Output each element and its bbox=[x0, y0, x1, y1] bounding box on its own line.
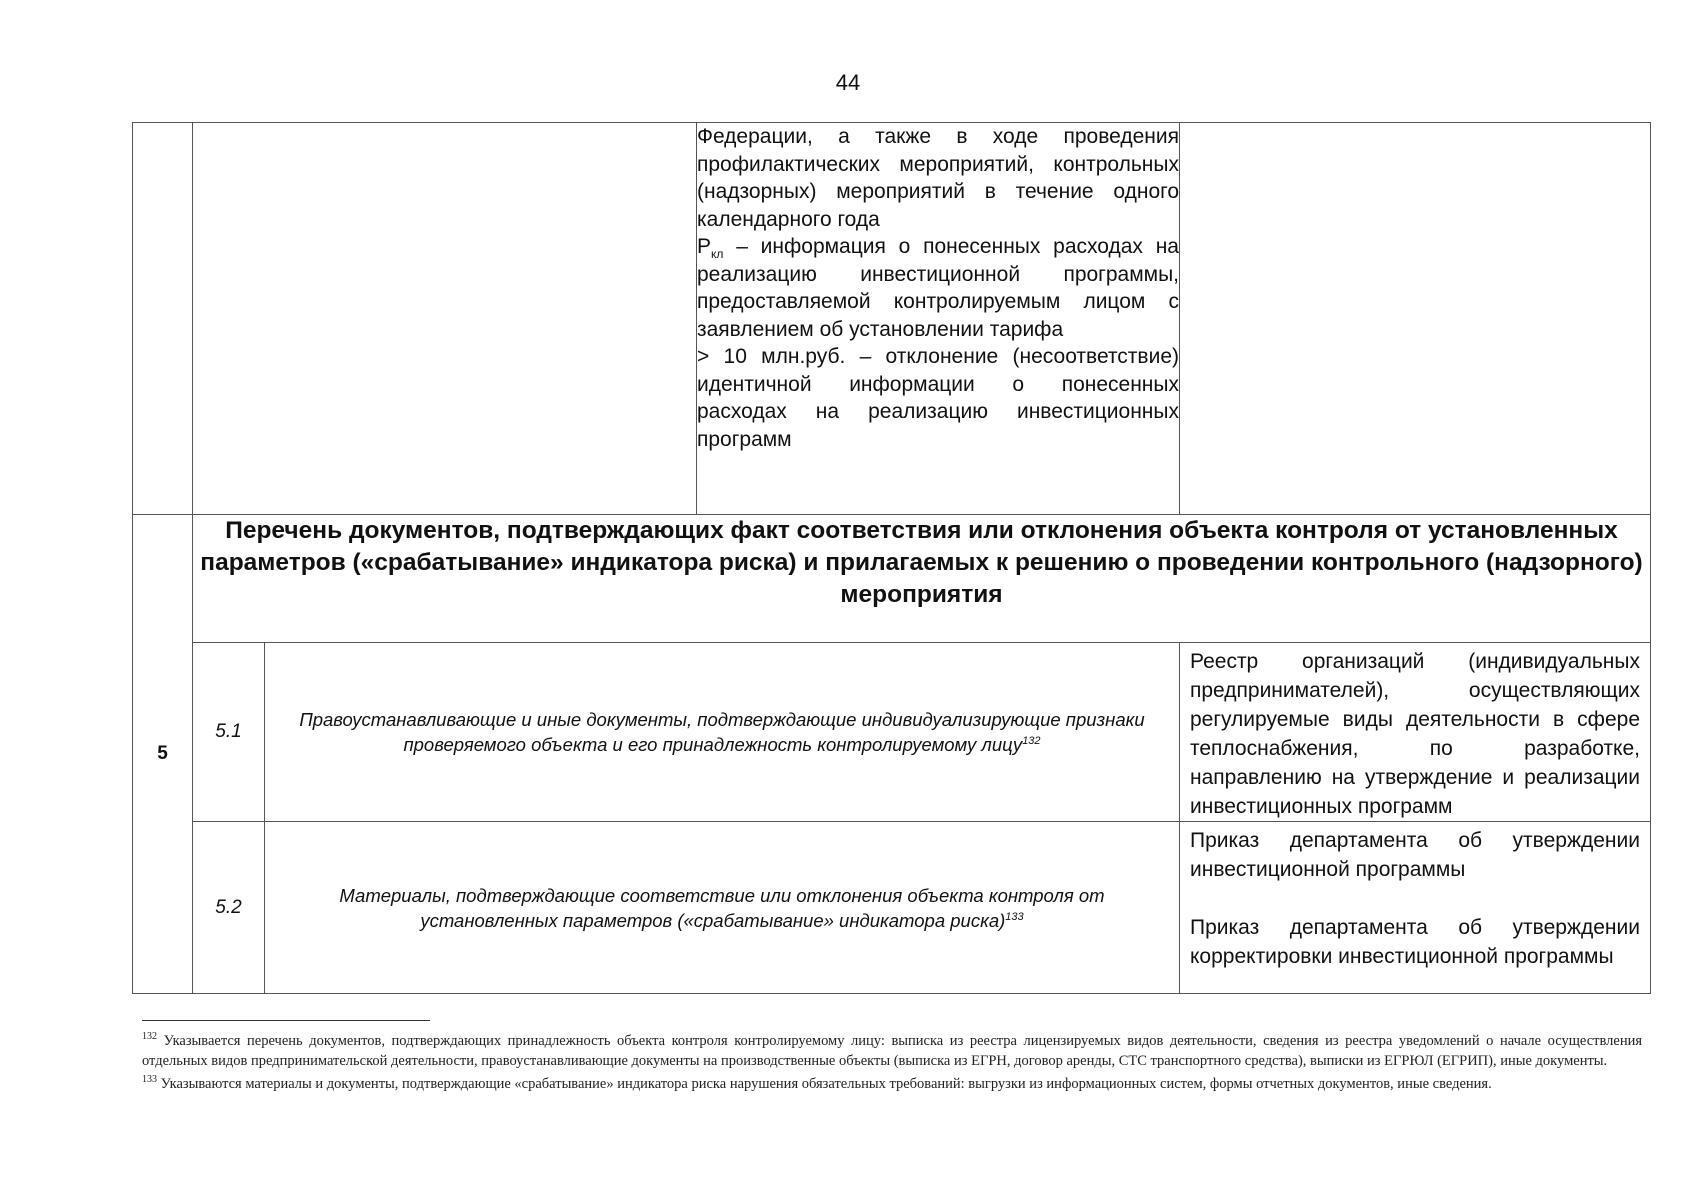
footnote-separator bbox=[142, 1020, 430, 1021]
footnote-132: $^{132}$ Указывается перечень документов, подтверждающих принадлежность объекта контроля контролируемому лицу: выписка из реестра лицензируемых видов деятельности, сведения из реестра уведомлений о начале осуществления отдельных видов предпринимательской деятельности, правоустанавливающие документы на производственные объекты (выписка из ЕГРН, договор аренды, СТС транспортного средства), выписки из ЕГРЮЛ (ЕГРИП), иные документы. bbox=[142, 1031, 1643, 1069]
row-description: Материалы, подтверждающие соответствие или отклонения объекта контроля от установленных параметров («срабатывание» индикатора риска)$^{133}$ bbox=[265, 822, 1180, 994]
cell-empty-source bbox=[1180, 123, 1651, 515]
footnote-133: $^{133}$ Указываются материалы и документы, подтверждающие «срабатывание» индикатора риска нарушения обязательных требований: выгрузки из информационных систем, формы отчетных документов, иные сведения. bbox=[142, 1074, 1492, 1092]
row-number: 5.1 bbox=[193, 643, 265, 822]
table-row-5-1 bbox=[133, 643, 1651, 822]
source-line: Приказ департамента об утверждении корректировки инвестиционной программы bbox=[1190, 916, 1640, 968]
symbol-p-kl: $Р_{кл}$ bbox=[697, 235, 724, 262]
risk-indicator-table bbox=[132, 122, 1651, 994]
page-number: 44 bbox=[835, 70, 861, 95]
row-source bbox=[1180, 643, 1651, 822]
continuation-line-3: > 10 млн.руб. – отклонение (несоответствие) идентичной информации о понесенных расходах на реализацию инвестиционных программ bbox=[697, 345, 1179, 451]
source-line: Приказ департамента об утверждении инвестиционной программы bbox=[1190, 829, 1640, 881]
table-row-5-2 bbox=[133, 822, 1651, 994]
cell-empty-title bbox=[193, 123, 697, 515]
table-row-section-heading bbox=[133, 515, 1651, 643]
footnote-ref-133[interactable]: 133 bbox=[1005, 910, 1024, 923]
footnotes bbox=[142, 1031, 1642, 1097]
source-line: Реестр организаций (индивидуальных предпринимателей), осуществляющих регулируемые виды деятельности в сфере теплоснабжения, по разработке, направлению на утверждение и реализации инвестиционных программ bbox=[1190, 650, 1640, 818]
footnote-ref-132[interactable]: 132 bbox=[1022, 734, 1041, 747]
cell-continuation-text bbox=[697, 123, 1180, 515]
continuation-line-1: Федерации, а также в ходе проведения профилактических мероприятий, контрольных (надзорных) мероприятий в течение одного календарного года bbox=[697, 125, 1179, 231]
cell-empty-number bbox=[133, 123, 193, 515]
row-description: Правоустанавливающие и иные документы, подтверждающие индивидуализирующие признаки проверяемого объекта и его принадлежность контролируемому лицу$^{132}$ bbox=[265, 643, 1180, 822]
row-source bbox=[1180, 822, 1651, 994]
row-number: 5.2 bbox=[193, 822, 265, 994]
continuation-line-2: $Р_{кл}$ – информация о понесенных расходах на реализацию инвестиционной программы, предоставляемой контролируемым лицом с заявлением об установлении тарифа bbox=[697, 235, 1179, 341]
section-heading: Перечень документов, подтверждающих факт соответствия или отклонения объекта контроля от установленных параметров («срабатывание» индикатора риска) и прилагаемых к решению о проведении контрольного (надзорного) мероприятия bbox=[193, 515, 1651, 643]
table-row-continuation bbox=[133, 123, 1651, 515]
section-number: 5 bbox=[133, 515, 193, 994]
